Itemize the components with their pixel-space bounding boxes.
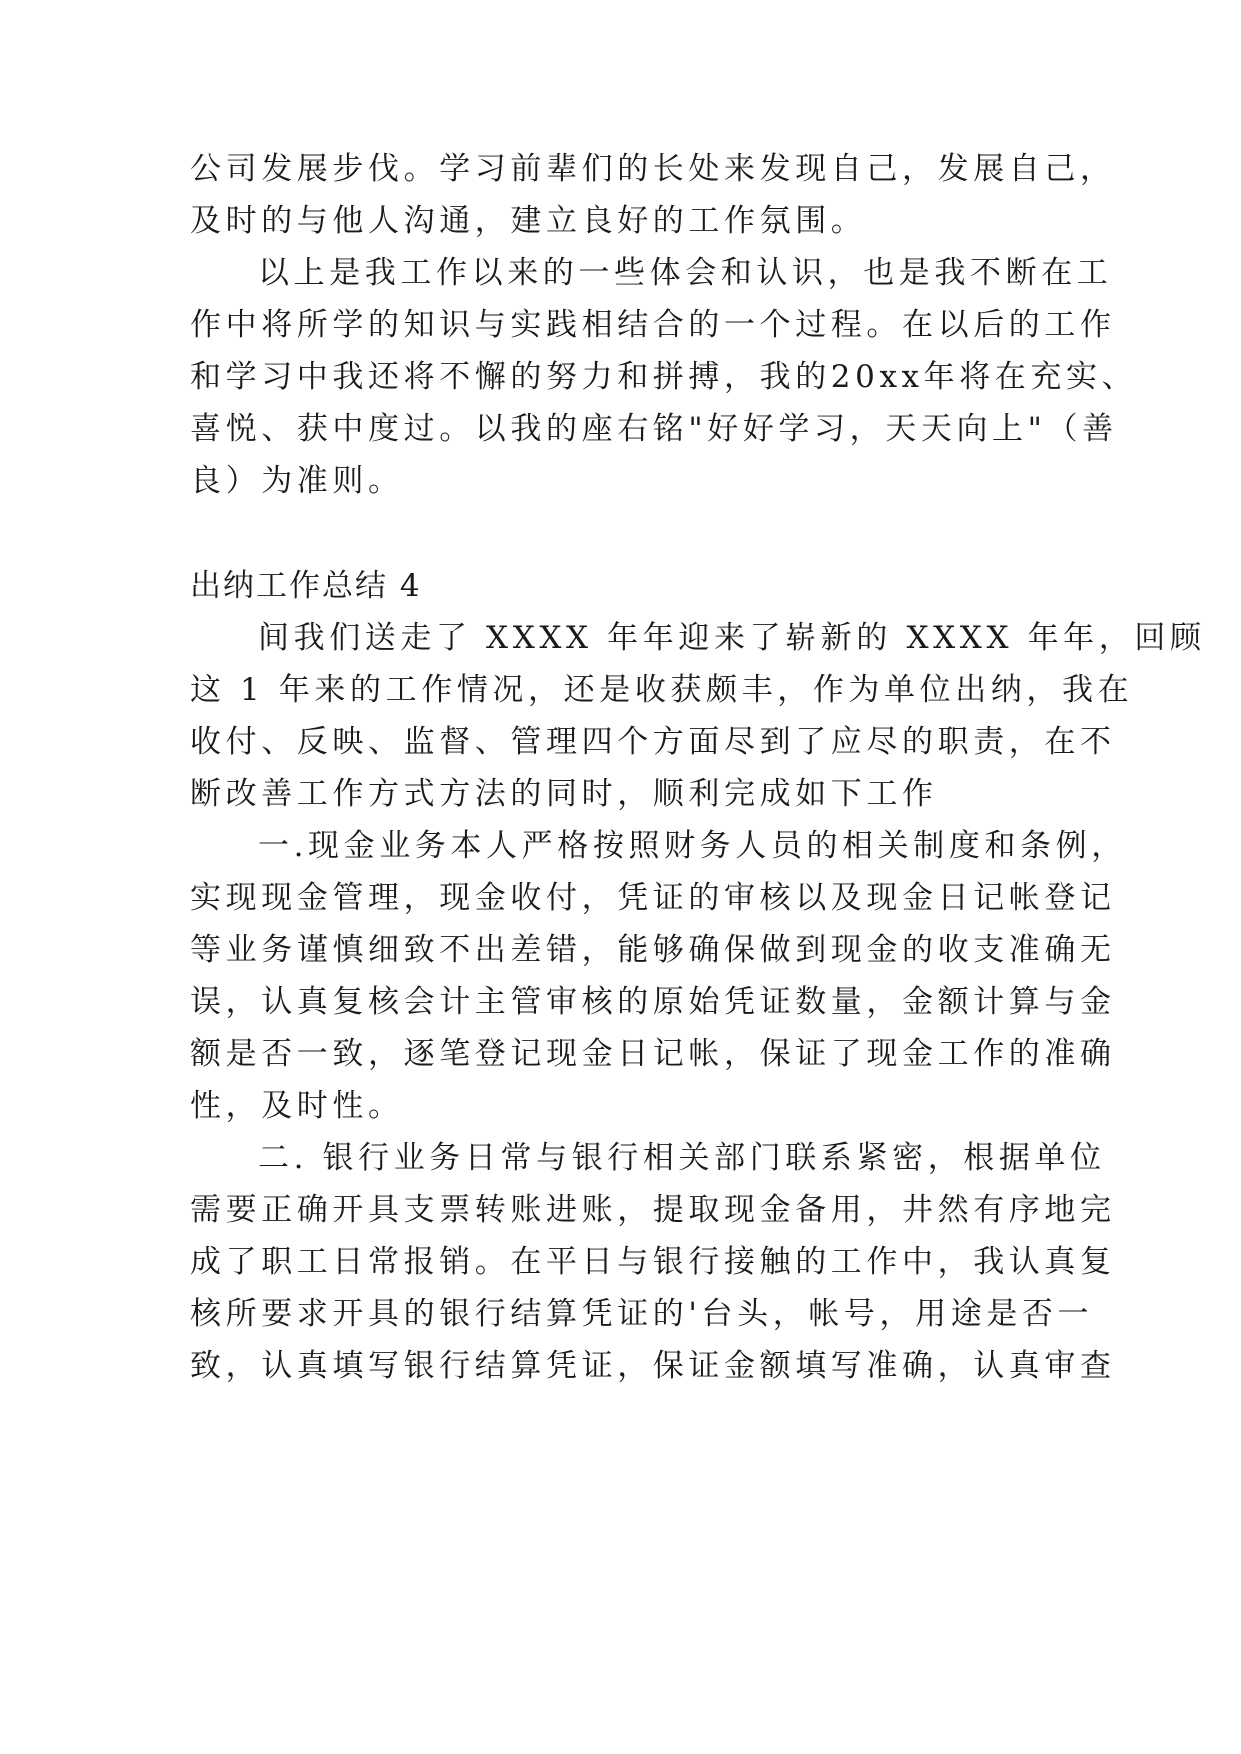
text-line: 这 1 年来的工作情况，还是收获颇丰，作为单位出纳，我在 — [190, 672, 1134, 708]
text-line: 公司发展步伐。学习前辈们的长处来发现自己，发展自己， — [190, 151, 1116, 187]
text-line: 以上是我工作以来的一些体会和认识，也是我不断在工 — [258, 255, 1113, 291]
text-line: 及时的与他人沟通，建立良好的工作氛围。 — [190, 203, 867, 239]
text-line: 喜悦、获中度过。以我的座右铭"好好学习，天天向上"（善 — [190, 411, 1118, 447]
text-line: 等业务谨慎细致不出差错，能够确保做到现金的收支准确无 — [190, 932, 1116, 968]
text-line: 误，认真复核会计主管审核的原始凭证数量，金额计算与金 — [190, 984, 1116, 1020]
text-line: 实现现金管理，现金收付，凭证的审核以及现金日记帐登记 — [190, 880, 1116, 916]
text-line: 额是否一致，逐笔登记现金日记帐，保证了现金工作的准确 — [190, 1036, 1116, 1072]
text-line: 性，及时性。 — [190, 1088, 404, 1124]
section-title: 出纳工作总结 4 — [190, 568, 422, 604]
text-line: 间我们送走了 XXXX 年年迎来了崭新的 XXXX 年年，回顾 — [258, 620, 1206, 656]
text-line: 收付、反映、监督、管理四个方面尽到了应尽的职责，在不 — [190, 724, 1116, 760]
text-line: 一.现金业务本人严格按照财务人员的相关制度和条例， — [258, 828, 1127, 864]
text-line: 和学习中我还将不懈的努力和拼搏，我的20xx年将在充实、 — [190, 359, 1138, 395]
text-line: 致，认真填写银行结算凭证，保证金额填写准确，认真审查 — [190, 1348, 1116, 1384]
text-line: 断改善工作方式方法的同时，顺利完成如下工作 — [190, 776, 938, 812]
text-line: 作中将所学的知识与实践相结合的一个过程。在以后的工作 — [190, 307, 1116, 343]
text-line: 良）为准则。 — [190, 463, 404, 499]
text-line: 需要正确开具支票转账进账，提取现金备用，井然有序地完 — [190, 1192, 1116, 1228]
text-line: 二. 银行业务日常与银行相关部门联系紧密，根据单位 — [258, 1140, 1106, 1176]
text-line: 成了职工日常报销。在平日与银行接触的工作中，我认真复 — [190, 1244, 1116, 1280]
text-line: 核所要求开具的银行结算凭证的'台头，帐号，用途是否一 — [190, 1296, 1094, 1332]
